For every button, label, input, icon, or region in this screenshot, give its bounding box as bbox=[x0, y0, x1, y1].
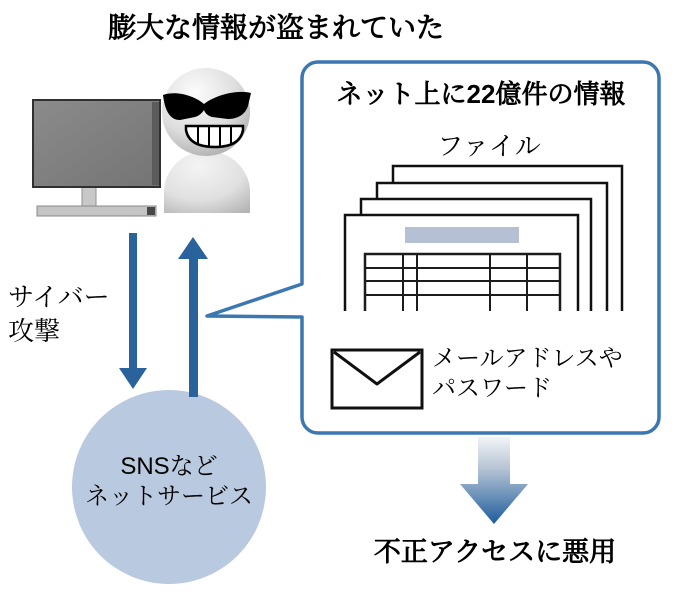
monitor-icon bbox=[33, 100, 160, 216]
diagram-title: 膨大な情報が盗まれていた bbox=[107, 12, 444, 43]
monitor-base-tip bbox=[147, 207, 155, 215]
hacker-body bbox=[164, 151, 250, 213]
cyber-attack-label bbox=[8, 280, 110, 348]
sns-circle-line1: SNSなど bbox=[120, 453, 218, 480]
cyber-attack-line1: サイバー bbox=[8, 282, 110, 312]
misuse-label: 不正アクセスに悪用 bbox=[373, 537, 617, 567]
info-box-heading: ネット上に22億件の情報 bbox=[336, 79, 626, 109]
cyber-attack-line2: 攻撃 bbox=[8, 316, 61, 346]
down-arrow-icon bbox=[119, 233, 147, 389]
files-label: ファイル bbox=[437, 131, 541, 161]
monitor-screen bbox=[33, 100, 160, 187]
envelope-icon bbox=[332, 350, 422, 408]
monitor-side-bezel bbox=[152, 102, 159, 185]
document-title-bar bbox=[405, 227, 519, 243]
hacker-icon bbox=[162, 68, 251, 213]
sns-circle-line2: ネットサービス bbox=[85, 483, 253, 510]
up-arrow-icon bbox=[178, 237, 208, 397]
grin-icon bbox=[186, 126, 243, 147]
sns-circle-label bbox=[47, 452, 291, 512]
credentials-line2: パスワード bbox=[432, 375, 552, 402]
credentials-label bbox=[432, 344, 623, 404]
gradient-down-arrow-icon bbox=[460, 437, 528, 524]
credentials-line1: メールアドレスや bbox=[432, 345, 623, 372]
monitor-stand-base bbox=[37, 206, 156, 216]
